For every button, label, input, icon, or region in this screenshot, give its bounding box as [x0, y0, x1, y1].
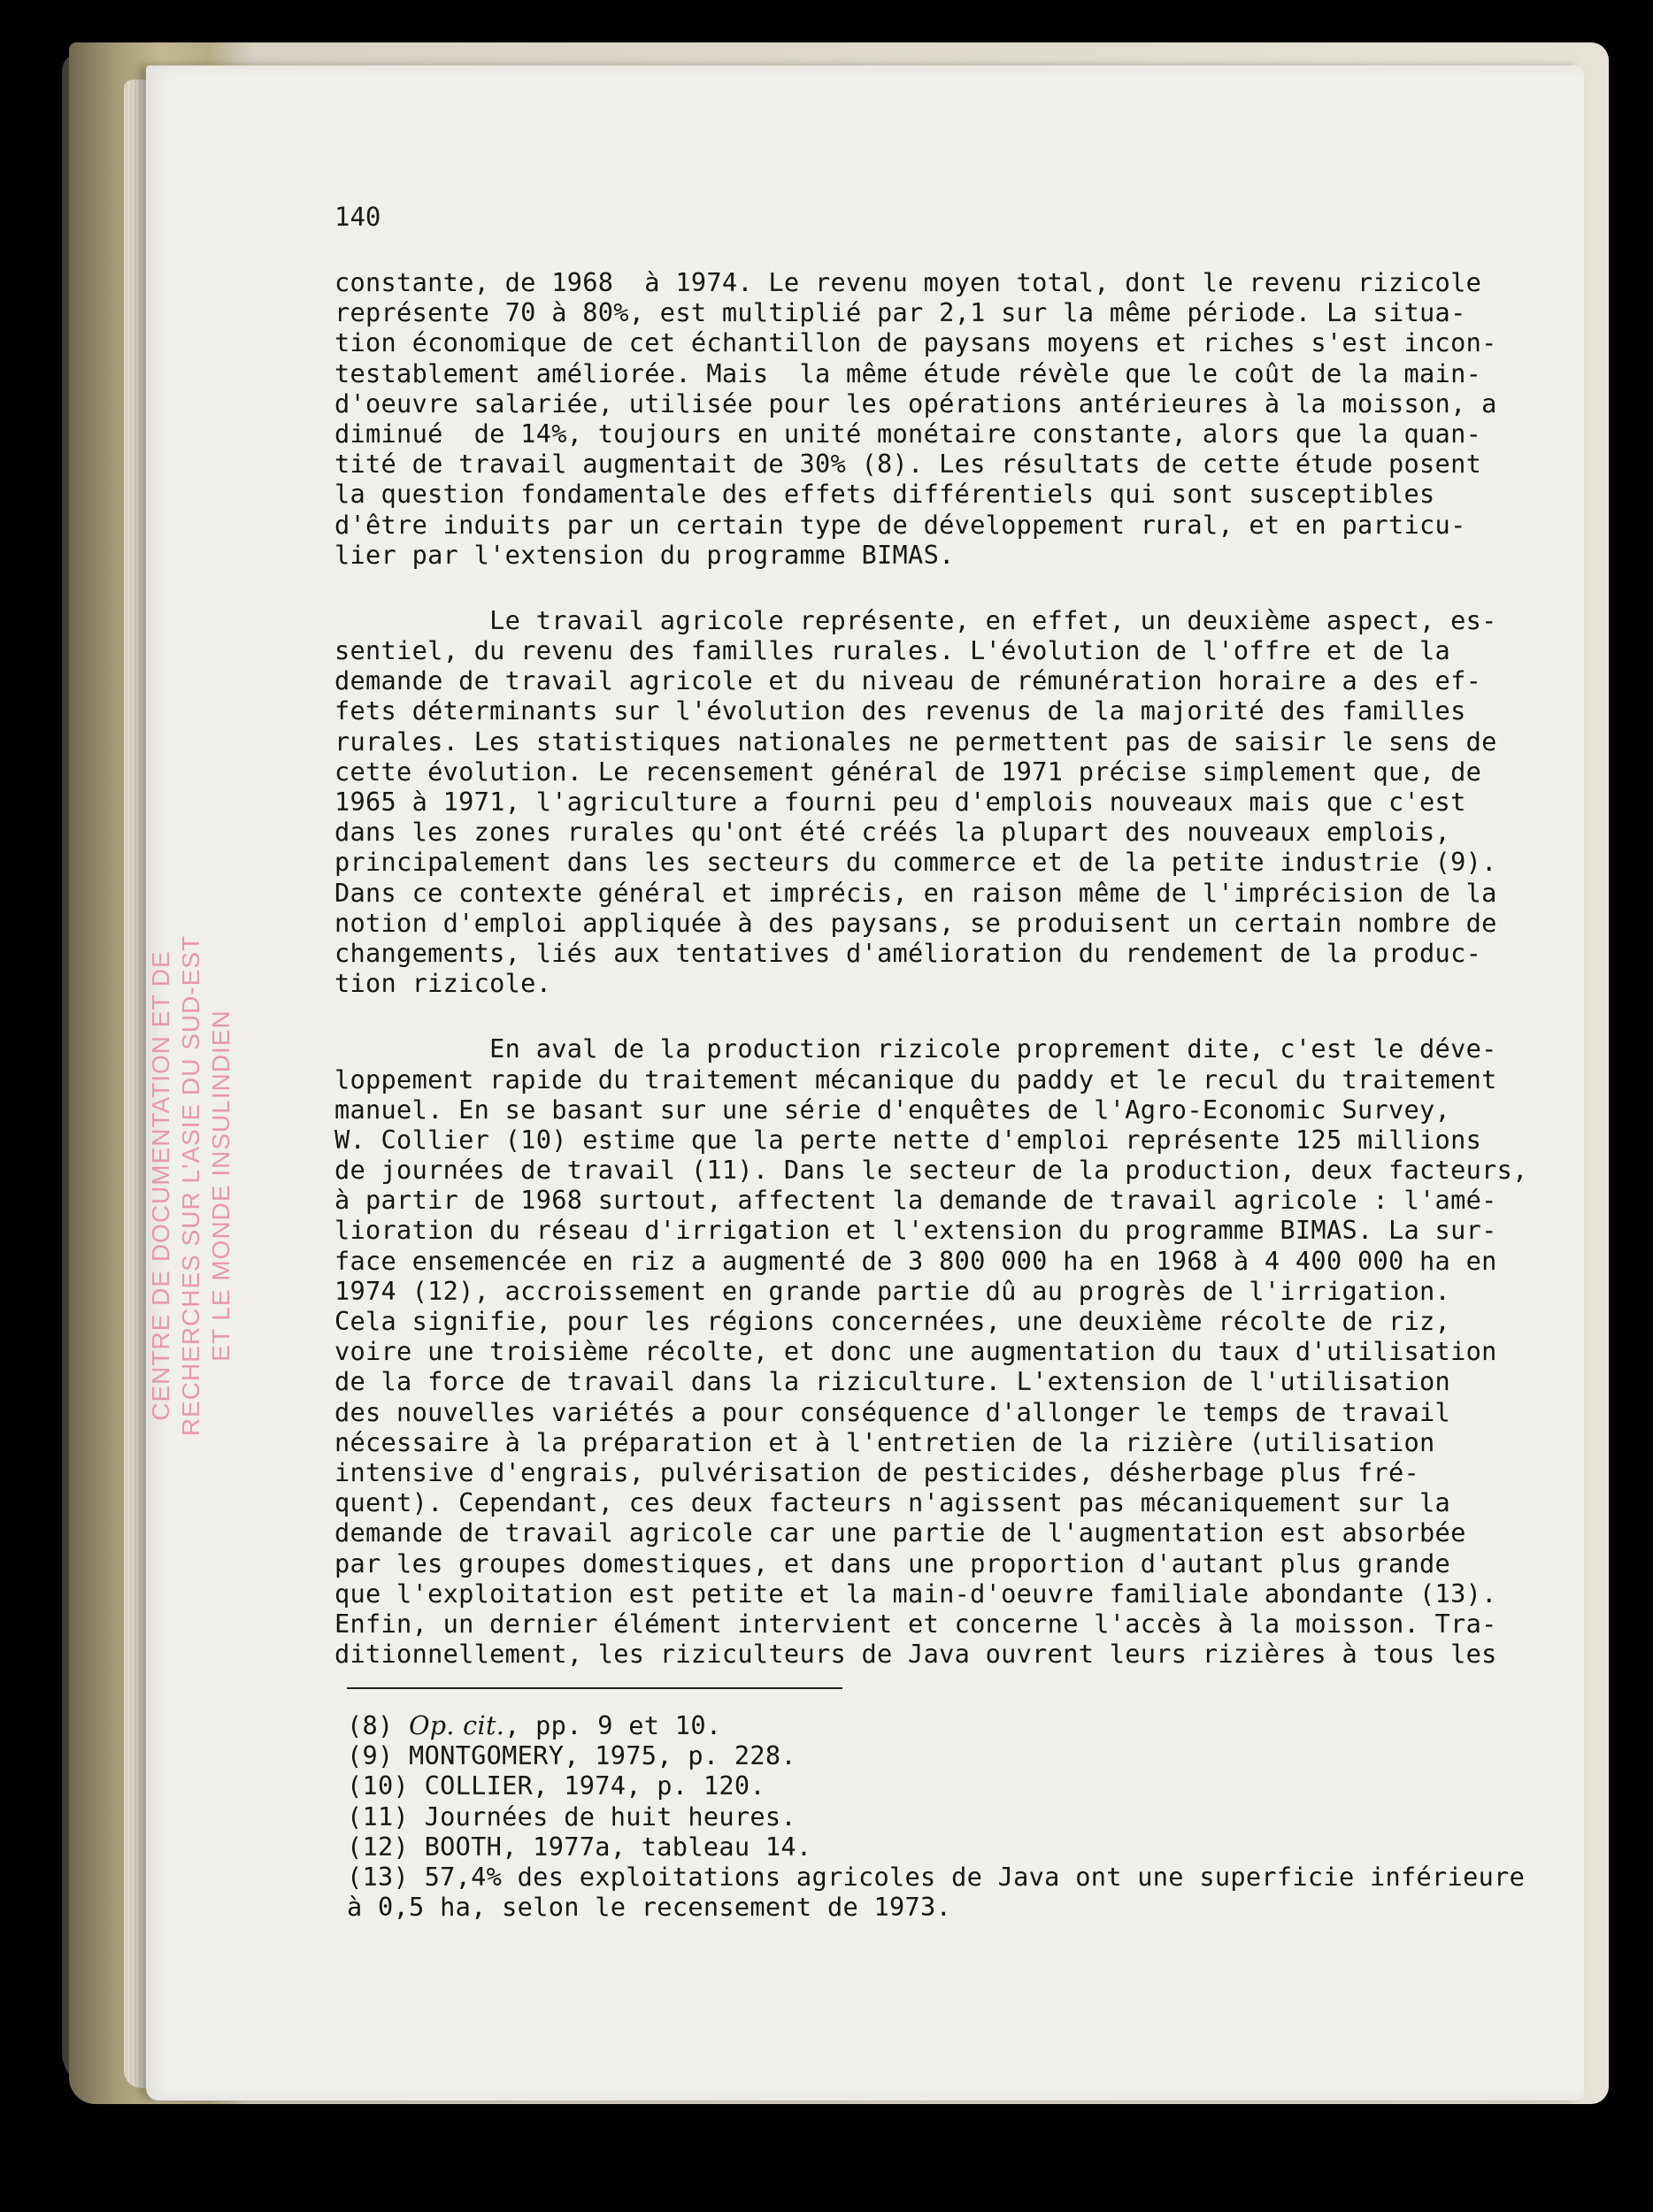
text-line: demande de travail agricole et du niveau de rémunération horaire a des ef-	[334, 665, 1482, 696]
text-line: ditionnellement, les riziculteurs de Java ouvrent leurs rizières à tous les	[334, 1639, 1497, 1670]
text-line: tion économique de cet échantillon de paysans moyens et riches s'est incon-	[334, 327, 1497, 358]
text-line: dans les zones rurales qu'ont été créés la plupart des nouveaux emplois,	[334, 817, 1451, 848]
text-line: lioration du réseau d'irrigation et l'extension du programme BIMAS. La sur-	[334, 1215, 1497, 1246]
text-line: nécessaire à la préparation et à l'entretien de la rizière (utilisation	[334, 1426, 1435, 1457]
footnote-number: (8)	[347, 1710, 410, 1740]
text-line: de journées de travail (11). Dans le secteur de la production, deux facteurs,	[334, 1155, 1528, 1186]
text-line: à partir de 1968 surtout, affectent la demande de travail agricole : l'amé-	[334, 1185, 1497, 1216]
footnote-separator	[347, 1687, 842, 1689]
text-line: quent). Cependant, ces deux facteurs n'agissent pas mécaniquement sur la	[334, 1487, 1451, 1518]
text-line: Cela signifie, pour les régions concernées, une deuxième récolte de riz,	[334, 1306, 1451, 1336]
stamp-line: ET LE MONDE INSULINDIEN	[207, 1010, 234, 1362]
text-line: rurales. Les statistiques nationales ne permettent pas de saisir le sens de	[334, 726, 1497, 757]
library-stamp	[146, 902, 252, 1469]
footnote-12: (12) BOOTH, 1977a, tableau 14.	[347, 1831, 812, 1862]
text-line: notion d'emploi appliquée à des paysans, se produisent un certain nombre de	[334, 907, 1497, 938]
text-line: Enfin, un dernier élément intervient et concerne l'accès à la moisson. Tra-	[334, 1608, 1497, 1639]
footnote-9: (9) MONTGOMERY, 1975, p. 228.	[347, 1740, 796, 1771]
footnote-italic: Op. cit.	[409, 1710, 505, 1740]
text-line: tité de travail augmentait de 30% (8). Les résultats de cette étude posent	[334, 449, 1482, 480]
text-line: Dans ce contexte général et imprécis, en raison même de l'imprécision de la	[334, 877, 1497, 908]
text-line: d'être induits par un certain type de développement rural, et en particu-	[334, 509, 1466, 540]
text-line: que l'exploitation est petite et la main-d'oeuvre familiale abondante (13).	[334, 1578, 1497, 1609]
text-line: W. Collier (10) estime que la perte nette d'emploi représente 125 millions	[334, 1124, 1482, 1155]
text-line: représente 70 à 80%, est multiplié par 2,1 sur la même période. La situa-	[334, 297, 1466, 328]
text-line: sentiel, du revenu des familles rurales. L'évolution de l'offre et de la	[334, 635, 1451, 666]
text-line: diminué de 14%, toujours en unité monétaire constante, alors que la quan-	[334, 418, 1482, 449]
footnote-text: , pp. 9 et 10.	[504, 1710, 722, 1740]
page-number: 140	[334, 202, 381, 232]
text-line: principalement dans les secteurs du commerce et de la petite industrie (9).	[334, 847, 1497, 878]
text-line: loppement rapide du traitement mécanique du paddy et le recul du traitement	[334, 1064, 1497, 1094]
footnote-13: (13) 57,4% des exploitations agricoles de Java ont une superficie inférieure	[347, 1861, 1526, 1892]
text-line: manuel. En se basant sur une série d'enquêtes de l'Agro-Economic Survey,	[334, 1094, 1451, 1125]
text-line: des nouvelles variétés a pour conséquence d'allonger le temps de travail	[334, 1396, 1451, 1427]
text-line: cette évolution. Le recensement général de 1971 précise simplement que, de	[334, 756, 1482, 787]
text-line: Le travail agricole représente, en effet, un deuxième aspect, es-	[334, 604, 1497, 635]
text-line: face ensemencée en riz a augmenté de 3 800 000 ha en 1968 à 4 400 000 ha en	[334, 1245, 1497, 1276]
text-line: 1965 à 1971, l'agriculture a fourni peu d'emplois nouveaux mais que c'est	[334, 787, 1466, 817]
text-line: demande de travail agricole car une partie de l'augmentation est absorbée	[334, 1517, 1466, 1548]
paragraph-2	[334, 604, 1497, 999]
text-line: la question fondamentale des effets différentiels qui sont susceptibles	[334, 479, 1435, 510]
text-line: intensive d'engrais, pulvérisation de pesticides, désherbage plus fré-	[334, 1456, 1420, 1487]
text-line: constante, de 1968 à 1974. Le revenu moyen total, dont le revenu rizicole	[334, 267, 1482, 297]
body-text	[334, 267, 1528, 1670]
paragraph-1	[334, 267, 1497, 570]
stamp-line: CENTRE DE DOCUMENTATION ET DE	[147, 950, 174, 1421]
text-line: fets déterminants sur l'évolution des revenus de la majorité des familles	[334, 695, 1466, 726]
text-line: par les groupes domestiques, et dans une proportion d'autant plus grande	[334, 1548, 1451, 1578]
footnote-13-cont: à 0,5 ha, selon le recensement de 1973.	[347, 1892, 952, 1923]
text-line: de la force de travail dans la riziculture. L'extension de l'utilisation	[334, 1366, 1451, 1397]
footnotes	[347, 1710, 1526, 1923]
paragraph-3	[334, 1033, 1528, 1670]
footnote-11: (11) Journées de huit heures.	[347, 1801, 796, 1832]
text-line: d'oeuvre salariée, utilisée pour les opérations antérieures à la moisson, a	[334, 388, 1497, 419]
text-line: voire une troisième récolte, et donc une augmentation du taux d'utilisation	[334, 1336, 1497, 1367]
footnote-8	[347, 1710, 1471, 1740]
text-line: En aval de la production rizicole proprement dite, c'est le déve-	[334, 1033, 1497, 1064]
text-line: tion rizicole.	[334, 968, 552, 999]
text-line: testablement améliorée. Mais la même étude révèle que le coût de la main-	[334, 357, 1482, 388]
footnote-10: (10) COLLIER, 1974, p. 120.	[347, 1770, 765, 1801]
text-line: changements, liés aux tentatives d'amélioration du rendement de la produc-	[334, 937, 1482, 968]
text-line: lier par l'extension du programme BIMAS.	[334, 539, 955, 570]
stamp-line: RECHERCHES SUR L'ASIE DU SUD-EST	[177, 934, 204, 1437]
text-line: 1974 (12), accroissement en grande partie dû au progrès de l'irrigation.	[334, 1275, 1451, 1306]
